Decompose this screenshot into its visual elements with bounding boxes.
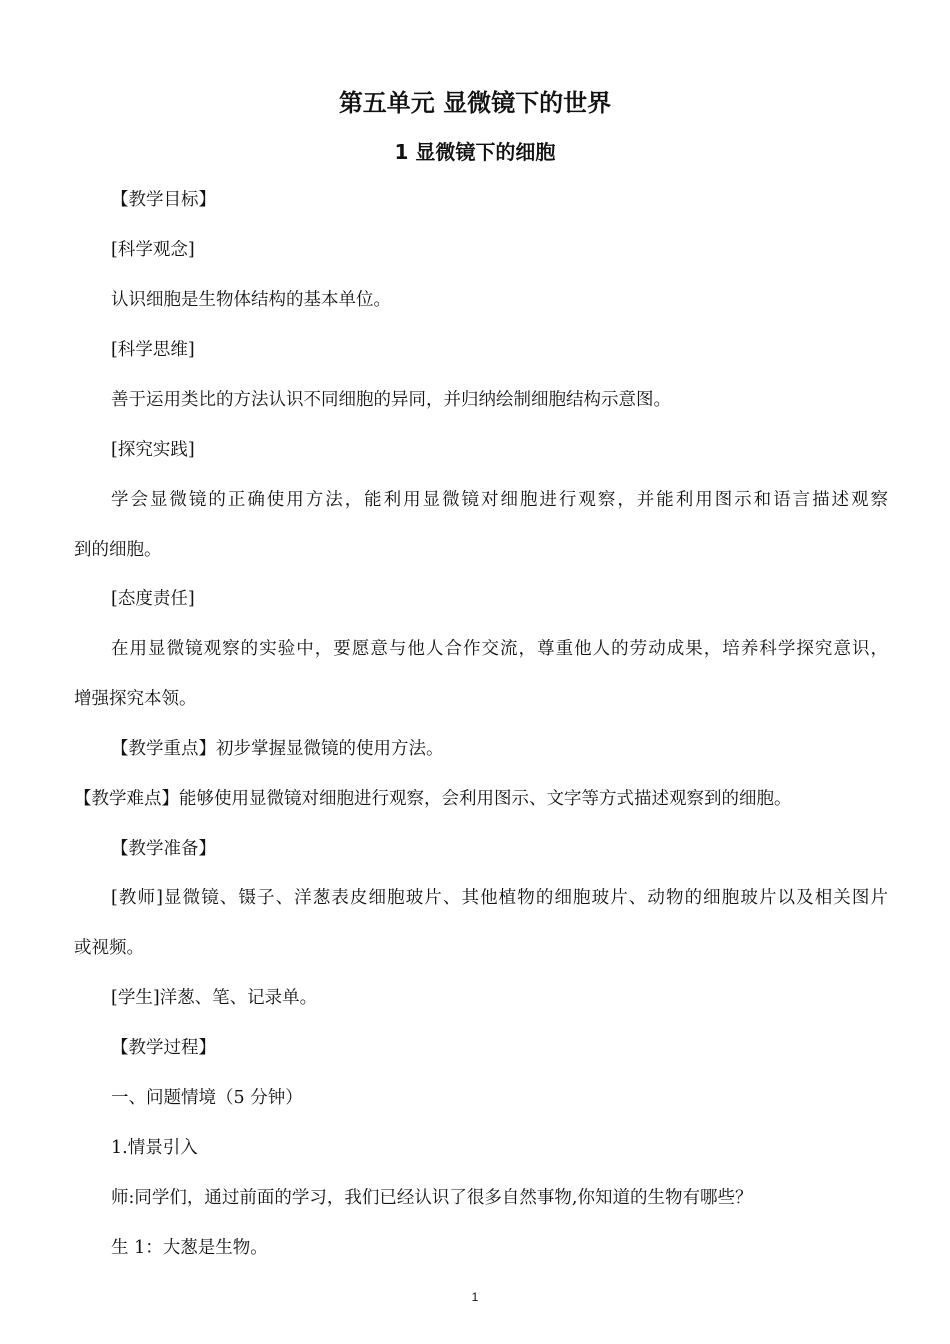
subheading-scenario-intro: 1.情景引入 xyxy=(111,1138,198,1158)
paragraph-line: [学生]洋葱、笔、记录单。 xyxy=(111,988,318,1008)
paragraph-line: 学会显微镜的正确使用方法，能利用显微镜对细胞进行观察，并能利用图示和语言描述观察 xyxy=(111,490,888,510)
page-number: 1 xyxy=(471,1290,479,1304)
subheading-scientific-concept: [科学观念] xyxy=(111,240,195,260)
subheading-scientific-thinking: [科学思维] xyxy=(111,340,195,360)
paragraph-line: 到的细胞。 xyxy=(74,540,162,560)
unit-title: 第五单元 显微镜下的世界 xyxy=(338,89,612,117)
subheading-problem-situation: 一、问题情境（5 分钟） xyxy=(111,1088,303,1108)
paragraph-line: 在用显微镜观察的实验中，要愿意与他人合作交流，尊重他人的劳动成果，培养科学探究意识， xyxy=(111,639,888,659)
subheading-inquiry-practice: [探究实践] xyxy=(111,440,195,460)
section-heading-objectives: 【教学目标】 xyxy=(111,190,216,210)
section-heading-process: 【教学过程】 xyxy=(111,1038,216,1058)
subheading-attitude-responsibility: [态度责任] xyxy=(111,589,195,609)
paragraph-line: 善于运用类比的方法认识不同细胞的异同，并归纳绘制细胞结构示意图。 xyxy=(111,390,671,410)
paragraph-line: 或视频。 xyxy=(74,938,144,958)
paragraph-line: 师:同学们，通过前面的学习，我们已经认识了很多自然事物,你知道的生物有哪些？ xyxy=(111,1188,753,1208)
paragraph-line: [教师]显微镜、镊子、洋葱表皮细胞玻片、其他植物的细胞玻片、动物的细胞玻片以及相关图片 xyxy=(111,888,888,908)
paragraph-line: 生 1：大葱是生物。 xyxy=(111,1238,268,1258)
key-points-line: 【教学重点】初步掌握显微镜的使用方法。 xyxy=(111,739,444,759)
lesson-title: 1 显微镜下的细胞 xyxy=(394,140,556,164)
paragraph-line: 认识细胞是生物体结构的基本单位。 xyxy=(111,290,391,310)
difficult-points-line: 【教学难点】能够使用显微镜对细胞进行观察，会利用图示、文字等方式描述观察到的细胞。 xyxy=(74,789,792,809)
section-heading-preparation: 【教学准备】 xyxy=(111,839,216,859)
paragraph-line: 增强探究本领。 xyxy=(74,689,197,709)
